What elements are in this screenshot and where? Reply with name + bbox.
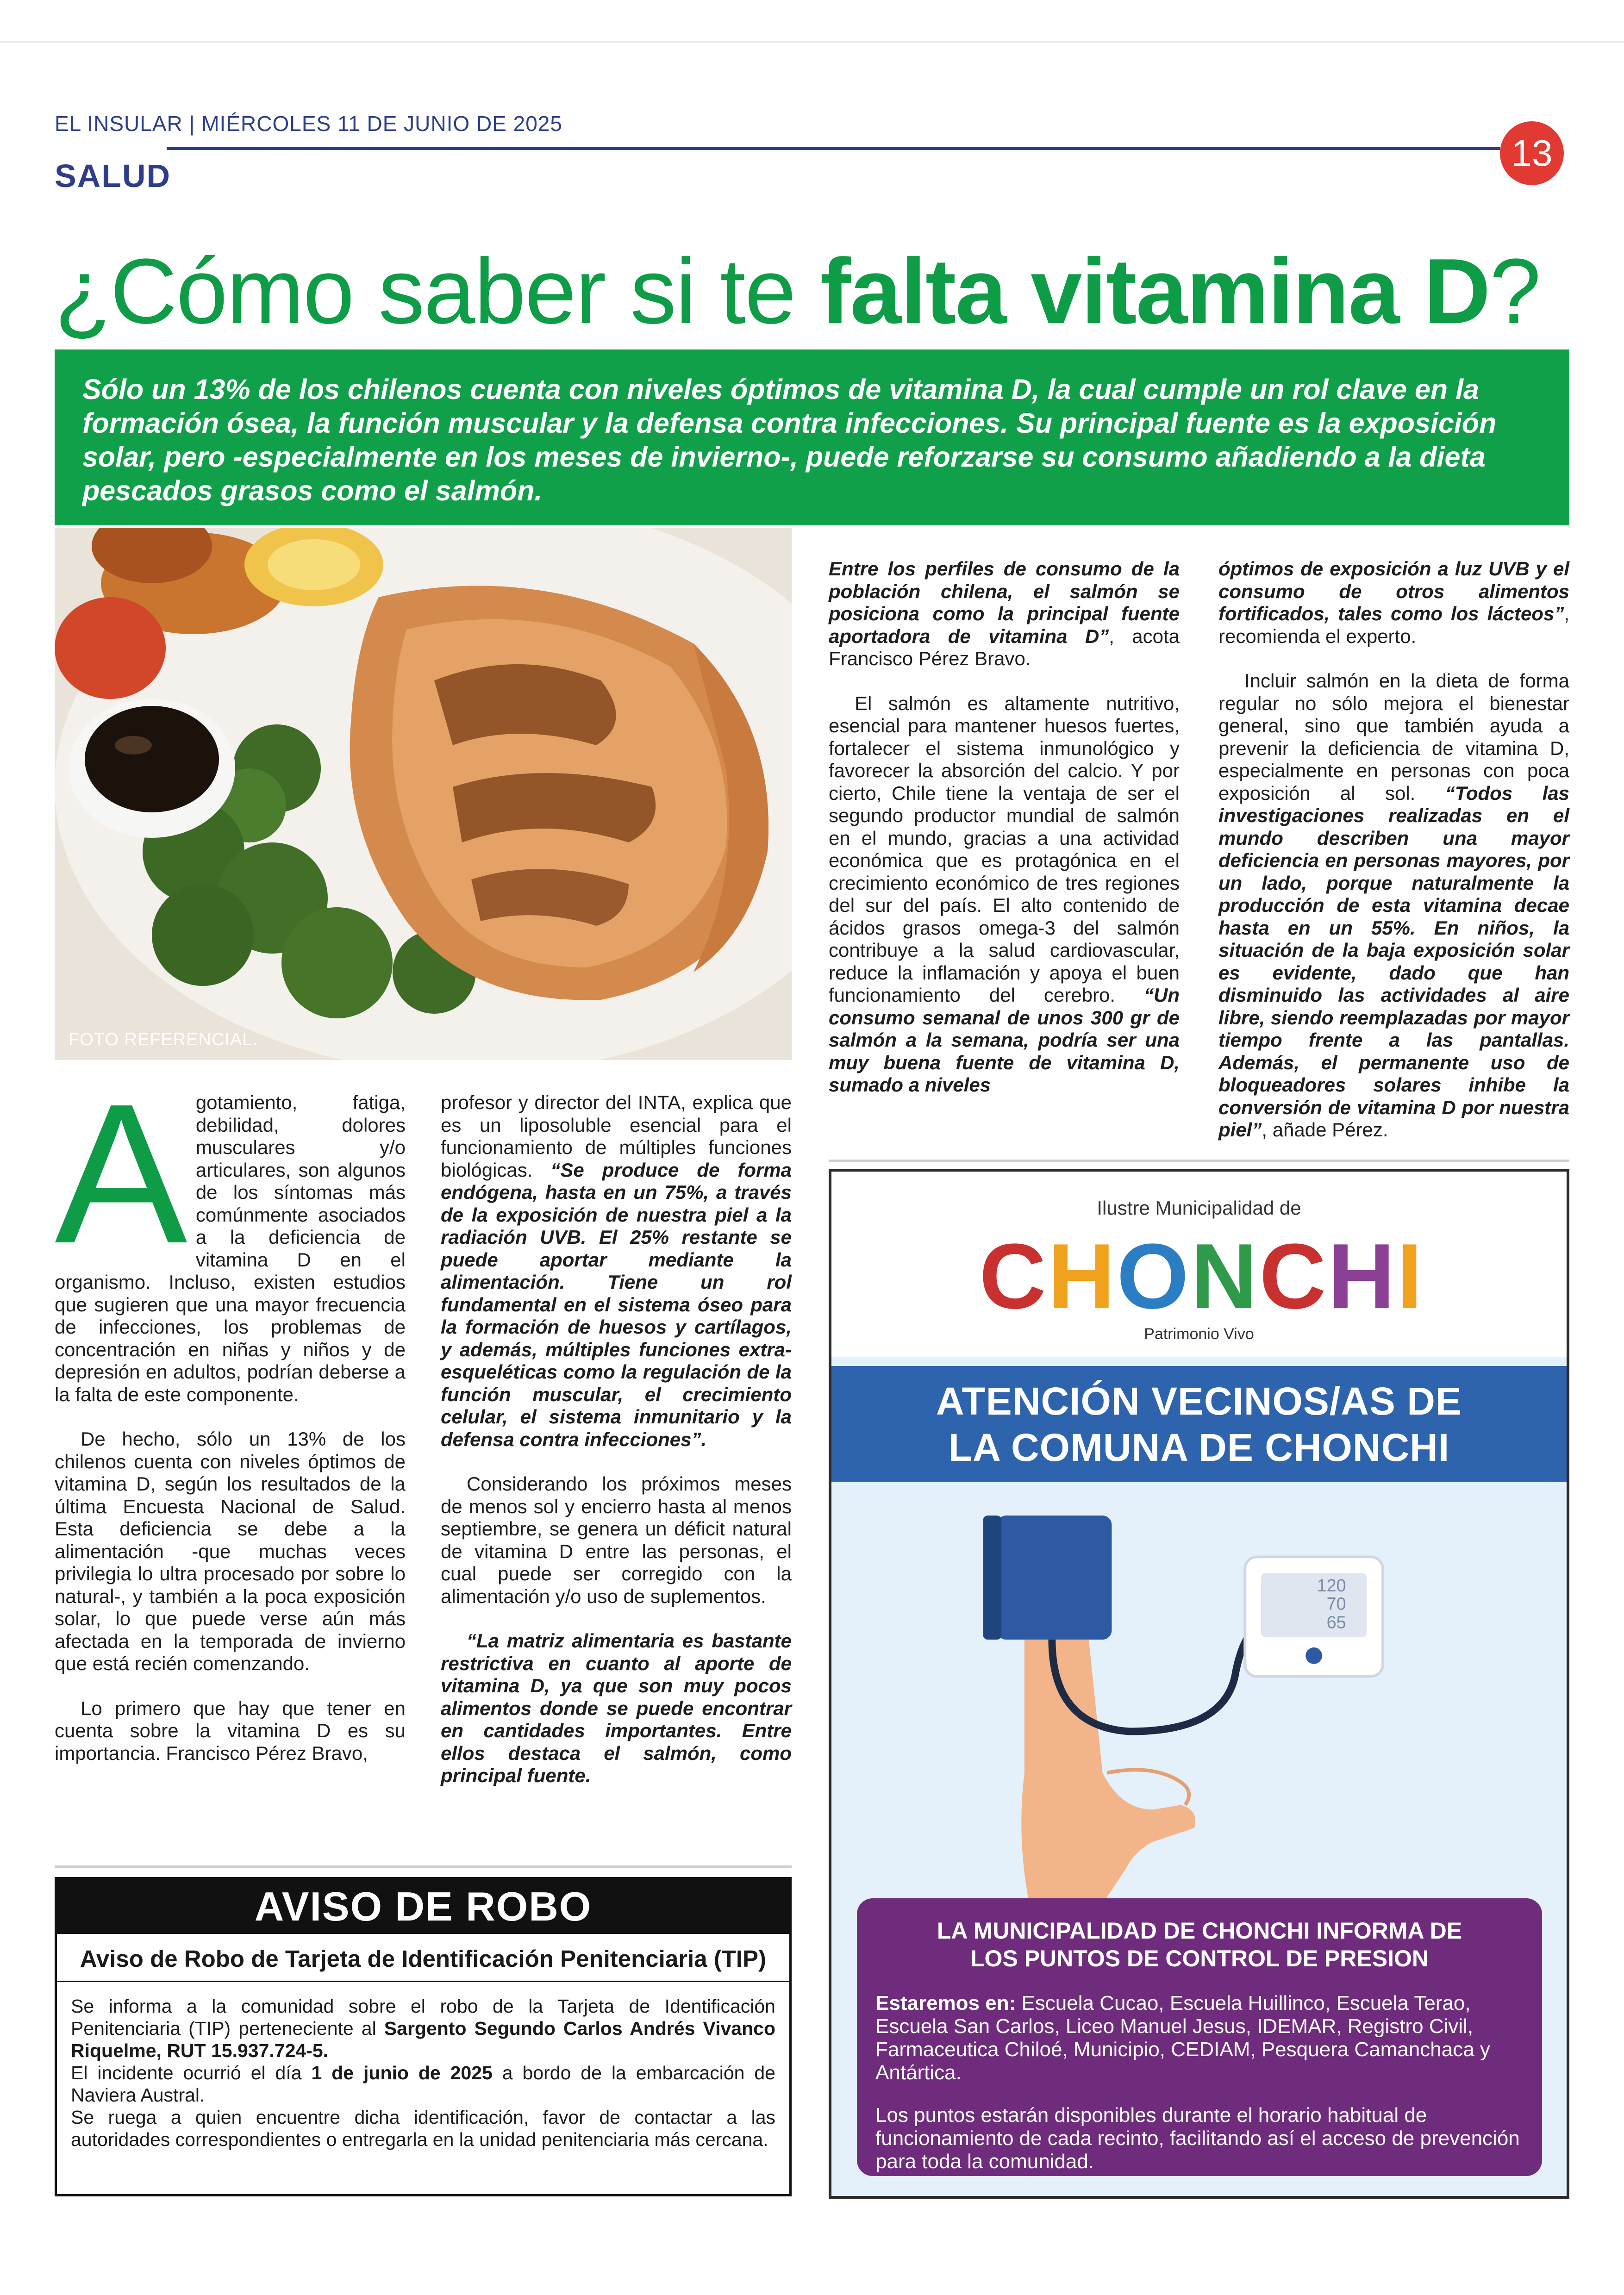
paragraph-text: gotamiento, fatiga, debilidad, dolores musculares y/o articulares, son algunos de los síntomas más comúnmente asociados a la deficiencia de vitamina D en el organismo. Incluso, existen estudios que sugieren que una mayor frecuencia de infecciones, los problemas de concentración en niñas y niños y de depresión en adultos, podrían deberse a la falta de este componente.	[55, 1091, 406, 1405]
paragraph	[441, 1091, 792, 1451]
power-button-icon	[1305, 1647, 1322, 1664]
ad-banner	[831, 1366, 1567, 1482]
paragraph	[829, 692, 1180, 1097]
lede-text: Sólo un 13% de los chilenos cuenta con niveles óptimos de vitamina D, la cual cumple un rol clave en la formación ósea, la función muscular y la defensa contra infecciones. Su principal fuente es la exposición solar, pero -especialmente en los meses de invierno-, puede reforzarse su consumo añadiendo a la dieta pescados grasos como el salmón.	[82, 374, 1497, 506]
ad-info-text: Escuela Cucao, Escuela Huillinco, Escuela Terao, Escuela San Carlos, Liceo Manuel Jesus, IDEMAR, Registro Civil, Farmaceutica Chiloé, Municipio, CEDIAM, Pesquera Camanchaca y Antártica.	[875, 1992, 1490, 2084]
ad-info-locations	[875, 1992, 1524, 2084]
notice-body	[57, 1982, 789, 2151]
logo-letter: N	[1190, 1232, 1260, 1320]
paragraph-text: Considerando los próximos meses de menos sol y encierro hasta al menos septiembre, se genera un déficit natural de vitamina D entre las personas, el cual puede ser corregido con la alimentación y/o uso de suplementos.	[441, 1473, 792, 1607]
quote-text: “Se produce de forma endógena, hasta en un 75%, a través de la exposición de nuestra piel a la radiación UVB. El 25% restante se puede aportar mediante la alimentación. Tiene un rol fundamental en el sistema óseo para la formación de huesos y cartílagos, y además, múltiples funciones extra-esqueléticas como la regulación de la función muscular, el crecimiento celular, el sistema inmunitario y la defensa contra infecciones”.	[441, 1159, 792, 1450]
theft-notice	[55, 1877, 792, 2196]
chonchi-logo	[956, 1232, 1447, 1320]
notice-subtitle: Aviso de Robo de Tarjeta de Identificación Penitenciaria (TIP)	[57, 1934, 789, 1982]
logo-letter: C	[979, 1232, 1048, 1320]
notice-paragraph	[71, 2106, 775, 2151]
paragraph	[441, 1630, 792, 1787]
arm-icon	[1021, 1640, 1195, 1924]
ad-info-box	[857, 1898, 1542, 2176]
photo-credit: FOTO REFERENCIAL.	[69, 1030, 258, 1049]
ad-info-title-line: LOS PUNTOS DE CONTROL DE PRESION	[970, 1946, 1429, 1971]
notice-text: El incidente ocurrió el día	[71, 2062, 312, 2083]
divider	[55, 1865, 792, 1868]
quote-text: “Un consumo semanal de unos 300 gr de salmón a la semana, podría ser una muy buena fuente de vitamina D, sumado a niveles	[829, 984, 1180, 1096]
ad-municipality-label: Ilustre Municipalidad de	[1097, 1197, 1301, 1219]
monitor-value: 120	[1317, 1575, 1346, 1595]
monitor-value: 65	[1326, 1612, 1346, 1632]
paragraph	[1218, 670, 1569, 1141]
headline-bold: falta vitamina D	[820, 240, 1490, 343]
ad-banner-line: LA COMUNA DE CHONCHI	[948, 1426, 1450, 1469]
logo-letter: O	[1117, 1232, 1191, 1320]
page-number: 13	[1500, 121, 1564, 185]
paragraph-text: Incluir salmón en la dieta de forma regular no sólo mejora el bienestar general, sino que también ayuda a prevenir la deficiencia de vitamina D, especialmente en personas con poca exposición al sol.	[1218, 670, 1569, 804]
quote-text: “La matriz alimentaria es bastante restrictiva en cuanto al aporte de vitamina D, ya que son muy pocos alimentos donde se puede encontrar en cantidades importantes. Entre ellos destaca el salmón, como principal fuente.	[441, 1630, 792, 1786]
logo-letter: I	[1397, 1232, 1424, 1320]
paragraph	[829, 558, 1180, 670]
blood-pressure-illustration	[831, 1486, 1567, 1926]
headline-end: ?	[1489, 240, 1540, 343]
article-column-4	[1218, 558, 1569, 1164]
notice-heading: AVISO DE ROBO	[57, 1879, 789, 1934]
notice-paragraph	[71, 1995, 775, 2062]
notice-bold-text: Sargento Segundo Carlos Andrés Vivanco Riquelme, RUT 15.937.724-5.	[71, 2018, 775, 2061]
ad-info-bold: Estaremos en:	[875, 1992, 1016, 2014]
ad-info-schedule	[875, 2104, 1524, 2173]
header-rule	[167, 147, 1500, 150]
logo-letter: H	[1048, 1232, 1117, 1320]
salmon-plate-illustration	[55, 528, 792, 1060]
paragraph	[441, 1473, 792, 1608]
chonchi-logo-text	[979, 1232, 1424, 1320]
logo-letter: H	[1328, 1232, 1397, 1320]
headline	[55, 240, 1540, 343]
notice-bold-text: 1 de junio de 2025	[311, 2062, 493, 2083]
grilled-salmon-photo	[55, 528, 792, 1060]
section-label: SALUD	[55, 158, 171, 194]
paragraph-text: , añade Pérez.	[1262, 1119, 1388, 1141]
article-column-1	[55, 1063, 406, 1787]
paragraph	[55, 1697, 406, 1765]
municipal-advertisement	[829, 1169, 1569, 2199]
drop-cap: A	[55, 1063, 187, 1285]
paragraph-text: , recomienda el experto.	[1218, 603, 1569, 647]
cuff-icon	[997, 1515, 1112, 1640]
paragraph-text: De hecho, sólo un 13% de los chilenos cuenta con niveles óptimos de vitamina D, según los resultados de la última Encuesta Nacional de Salud. Esta deficiencia se debe a la alimentación -que muchas veces privilegia lo ultra procesado por sobre lo natural-, y también a la poca exposición solar, lo que puede verse aún más afectada en la temporada de invierno que está recién comenzando.	[55, 1428, 406, 1674]
ad-info-title-line: LA MUNICIPALIDAD DE CHONCHI INFORMA DE	[937, 1918, 1462, 1944]
notice-paragraph	[71, 2062, 775, 2106]
divider	[829, 1160, 1569, 1162]
ad-banner-line: ATENCIÓN VECINOS/AS DE	[936, 1379, 1462, 1423]
quote-text: “Todos las investigaciones realizadas en el mundo describen una mayor deficiencia en personas mayores, por un lado, porque naturalmente la producción de esta vitamina decae hasta en un 55%. En niños, la situación de la baja exposición solar es evidente, dado que han disminuido las actividades al aire libre, siendo reemplazadas por mayor tiempo frente a las pantallas. Además, el permanente uso de bloqueadores solares inhibe la conversión de vitamina D por nuestra piel”	[1218, 782, 1569, 1141]
quote-text: Entre los perfiles de consumo de la población chilena, el salmón se posiciona como la principal fuente aportadora de vitamina D”	[829, 558, 1180, 647]
ad-header	[831, 1172, 1567, 1357]
lede-box	[55, 349, 1569, 525]
quote-text: óptimos de exposición a luz UVB y el consumo de otros alimentos fortificados, tales como los lácteos”	[1218, 558, 1569, 624]
notice-text: Se informa a la comunidad sobre el robo de la Tarjeta de Identificación Penitenciaria (TIP) perteneciente al	[71, 1996, 775, 2039]
paragraph	[1218, 558, 1569, 648]
headline-regular: ¿Cómo saber si te	[55, 240, 820, 343]
ad-info-title	[875, 1917, 1524, 1972]
paragraph-text: El salmón es altamente nutritivo, esencial para mantener huesos fuertes, fortalecer el sistema inmunológico y favorecer la absorción del calcio. Y por cierto, Chile tiene la ventaja de ser el segundo productor mundial de salmón en el mundo, gracias a una actividad económica que es protagónica en el crecimiento económico de tres regiones del sur del país. El alto contenido de ácidos grasos omega-3 del salmón contribuye a la salud cardiovascular, reduce la inflamación y apoya el buen funcionamiento del cerebro.	[829, 692, 1180, 1006]
paragraph-text: , acota Francisco Pérez Bravo.	[829, 625, 1180, 669]
notice-text: a bordo de la embarcación de Naviera Austral.	[71, 2062, 775, 2106]
paragraph	[55, 1428, 406, 1675]
ad-tagline: Patrimonio Vivo	[1144, 1325, 1254, 1343]
monitor-value: 70	[1326, 1594, 1346, 1614]
article-column-2	[441, 1091, 792, 1809]
article-column-3	[829, 558, 1180, 1119]
logo-letter: C	[1259, 1232, 1328, 1320]
newspaper-dateline: EL INSULAR | MIÉRCOLES 11 DE JUNIO DE 2025	[55, 112, 562, 136]
ad-info-text: Los puntos estarán disponibles durante el horario habitual de funcionamiento de cada recinto, facilitando así el acceso de prevención para toda la comunidad.	[875, 2104, 1520, 2173]
paragraph-text: profesor y director del INTA, explica que es un liposoluble esencial para el funcionamiento de múltiples funciones biológicas.	[441, 1091, 792, 1181]
notice-text: Se ruega a quien encuentre dicha identificación, favor de contactar a las autoridades correspondientes o entregarla en la unidad penitenciaria más cercana.	[71, 2107, 775, 2150]
paragraph-text: Lo primero que hay que tener en cuenta sobre la vitamina D es su importancia. Francisco Pérez Bravo,	[55, 1697, 406, 1764]
top-divider	[0, 41, 1624, 43]
